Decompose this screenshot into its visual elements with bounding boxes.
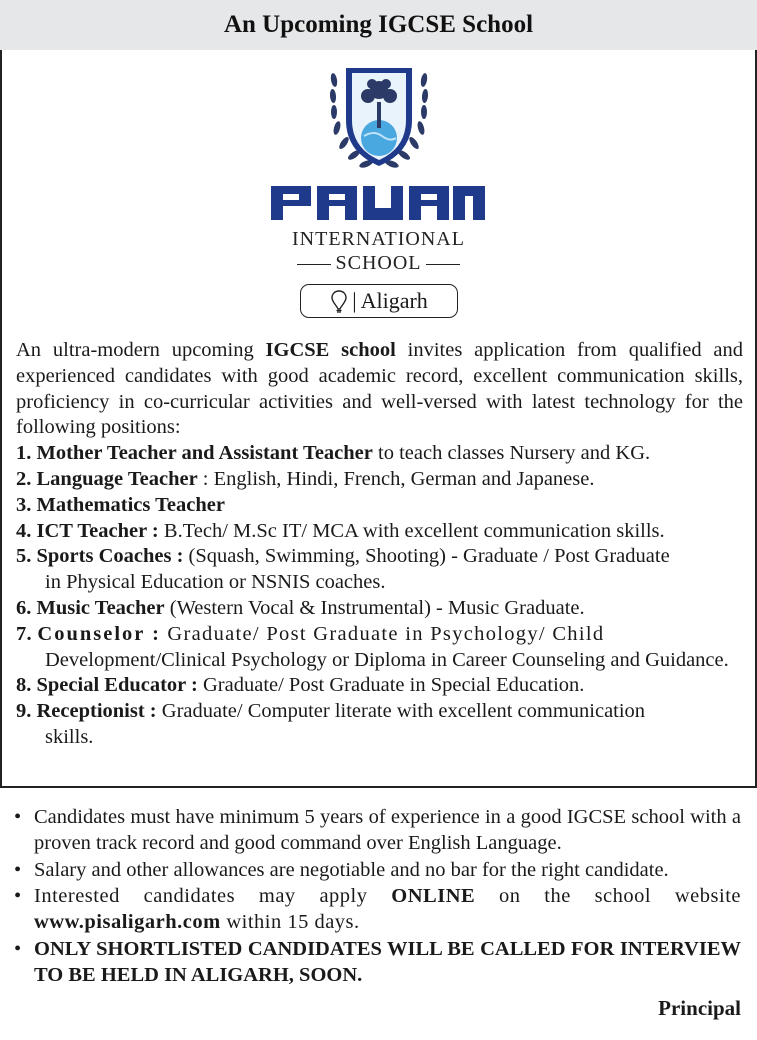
condition-item: • Interested candidates may apply ONLINE on the school website www.pisaligarh.com within 15 days. [14,885,741,934]
header-title: An Upcoming IGCSE School [223,11,534,38]
content-box [0,50,757,788]
bullet-icon: • [14,937,22,960]
position-item: 3. Mathematics Teacher [16,493,225,516]
logo-line-school: SCHOOL [2,252,755,275]
position-item: 2. Language Teacher : English, Hindi, French, German and Japanese. [16,467,595,490]
position-item: 5. Sports Coaches : (Squash, Swimming, Shooting) - Graduate / Post Graduate in Physical Education or NSNIS coaches. [16,545,670,594]
conditions-list [14,805,741,990]
position-item: 8. Special Educator : Graduate/ Post Graduate in Special Education. [16,674,585,697]
position-item: 4. ICT Teacher : B.Tech/ M.Sc IT/ MCA with excellent communication skills. [16,519,665,542]
intro-paragraph: An ultra-modern upcoming IGCSE school invites application from qualified and experienced candidates with good academic record, excellent communication skills, proficiency in co-curricular activities and well-versed with latest technology for the following positions: [16,339,743,439]
crest-icon [324,60,434,180]
position-item: 6. Music Teacher (Western Vocal & Instrumental) - Music Graduate. [16,596,585,619]
position-item: 9. Receptionist : Graduate/ Computer literate with excellent communication skills. [16,700,646,748]
location-badge: | Aligarh [300,284,458,318]
bullet-icon: • [14,806,22,828]
position-item: 1. Mother Teacher and Assistant Teacher to teach classes Nursery and KG. [16,442,651,465]
map-pin-icon [330,289,348,313]
signature: Principal [658,996,741,1020]
condition-item: • Salary and other allowances are negotiable and no bar for the right candidate. [14,858,741,884]
job-description [16,338,743,751]
website-link[interactable]: www.pisaligarh.com [34,911,221,934]
school-logo [2,50,755,330]
logo-line-international: INTERNATIONAL [292,228,465,250]
condition-item: • Candidates must have minimum 5 years of experience in a good IGCSE school with a proven track record and good command over English Language. [14,806,741,854]
location-name: Aligarh [360,288,428,313]
position-item: 7. Counselor : Graduate/ Post Graduate in Psychology/ Child Development/Clinical Psychology or Diploma in Career Counseling and Guidance. [16,622,729,671]
bullet-icon: • [14,885,22,908]
header-banner [0,0,757,50]
condition-item: • ONLY SHORTLISTED CANDIDATES WILL BE CALLED FOR INTERVIEW TO BE HELD IN ALIGARH, SOON. [14,937,741,986]
bullet-icon: • [14,858,22,881]
brand-wordmark-logo [267,182,489,222]
